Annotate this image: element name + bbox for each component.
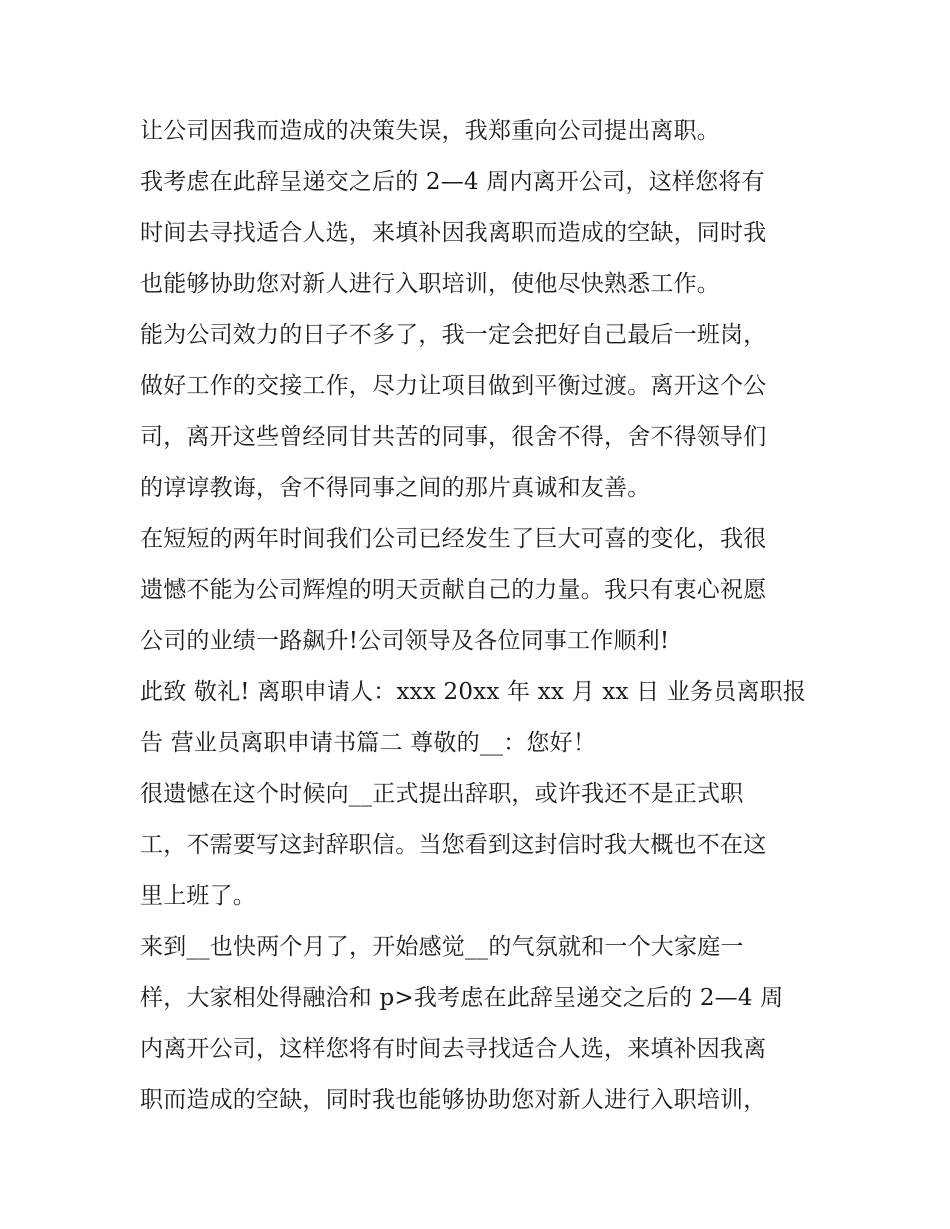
text-line: 里上班了。 [140,883,256,909]
text-line: 也能够协助您对新人进行入职培训，使他尽快熟悉工作。 [140,271,720,297]
text-line: 的谆谆教诲，舍不得同事之间的那片真诚和友善。 [140,475,651,501]
text-line: 遗憾不能为公司辉煌的明天贡献自己的力量。我只有衷心祝愿 [140,577,767,603]
text-line: 司，离开这些曾经同甘共苦的同事，很舍不得，舍不得领导们 [140,424,767,450]
text-line: 来到__也快两个月了，开始感觉__的气氛就和一个大家庭一 [140,934,744,960]
text-line: 内离开公司，这样您将有时间去寻找适合人选，来填补因我离 [140,1036,767,1062]
text-line: 工，不需要写这封辞职信。当您看到这封信时我大概也不在这 [140,832,767,858]
text-line: 样，大家相处得融洽和 p>我考虑在此辞呈递交之后的 2—4 周 [140,985,784,1011]
text-line: 能为公司效力的日子不多了，我一定会把好自己最后一班岗， [140,322,767,348]
text-line: 让公司因我而造成的决策失误，我郑重向公司提出离职。 [140,118,720,144]
text-line: 告 营业员离职申请书篇二 尊敬的__：您好！ [140,730,597,756]
text-line: 做好工作的交接工作，尽力让项目做到平衡过渡。离开这个公 [140,373,767,399]
text-line: 我考虑在此辞呈递交之后的 2—4 周内离开公司，这样您将有 [140,169,765,195]
text-line: 公司的业绩一路飙升!公司领导及各位同事工作顺利! [140,628,670,654]
text-line: 在短短的两年时间我们公司已经发生了巨大可喜的变化，我很 [140,526,767,552]
document-body [140,106,820,1126]
text-line: 职而造成的空缺，同时我也能够协助您对新人进行入职培训， [140,1087,767,1113]
text-line: 很遗憾在这个时候向__正式提出辞职，或许我还不是正式职 [140,781,744,807]
text-line: 时间去寻找适合人选，来填补因我离职而造成的空缺，同时我 [140,220,767,246]
text-line: 此致 敬礼! 离职申请人：xxx 20xx 年 xx 月 xx 日 业务员离职报 [140,679,807,705]
